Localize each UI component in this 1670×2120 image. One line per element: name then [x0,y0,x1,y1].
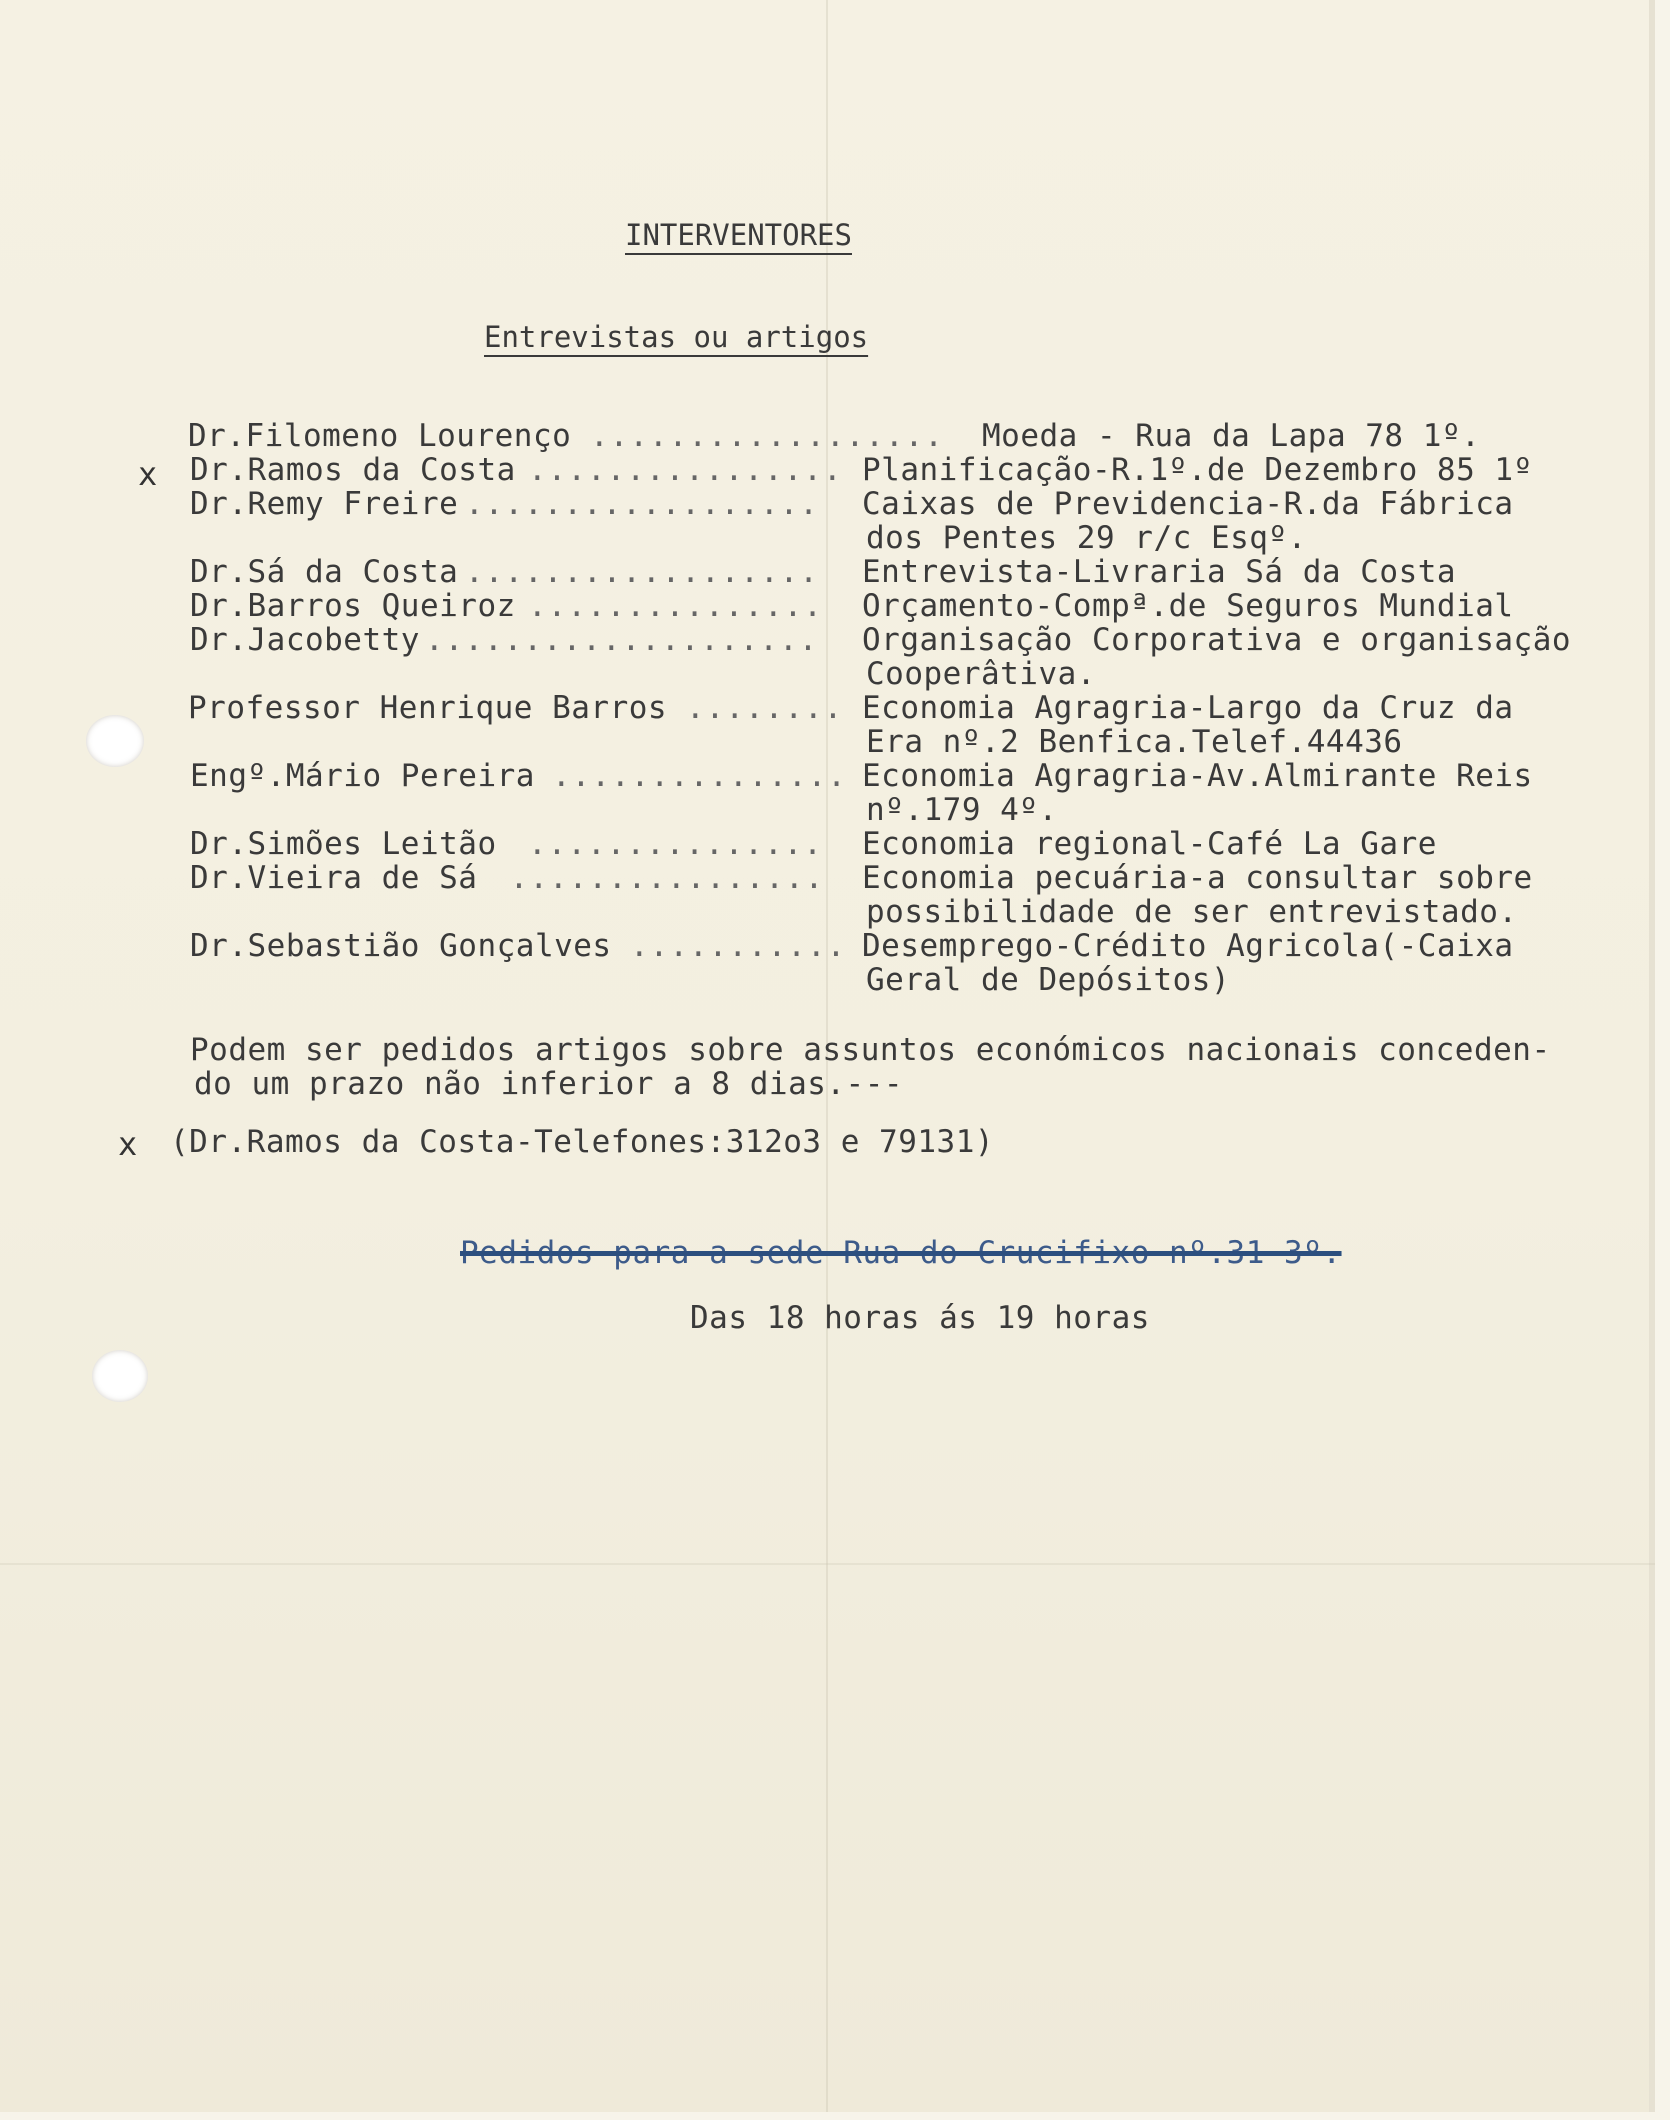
entry-description-cont: Era nº.2 Benfica.Telef.44436 [866,724,1403,760]
entry-leader-dots: ........ [686,690,844,726]
margin-mark-ramos: x [138,455,158,493]
entry-description-cont: Cooperâtiva. [866,656,1096,692]
note-line: Podem ser pedidos artigos sobre assuntos económicos nacionais conceden- [190,1032,1551,1068]
document-title: INTERVENTORES [625,218,852,252]
punch-hole-top [86,715,144,767]
entry-description: Desemprego-Crédito Agricola(-Caixa [862,928,1514,964]
entry-description-cont: dos Pentes 29 r/c Esqº. [866,520,1307,556]
entry-name: Dr.Remy Freire [190,486,459,522]
entry-description-cont: Geral de Depósitos) [866,962,1231,998]
entry-leader-dots: ................ [490,860,825,896]
entry-name: Dr.Ramos da Costa [190,452,516,488]
entry-leader-dots: ........... [630,928,847,964]
entry-name: Dr.Jacobetty [190,622,420,658]
entry-leader-dots: .................. [465,486,819,522]
entry-description: Planificação-R.1º.de Dezembro 85 1º [862,452,1533,488]
entry-leader-dots: .................. [465,554,819,590]
horizontal-fold-line [0,1563,1655,1565]
entry-description: Economia pecuária-a consultar sobre [862,860,1533,896]
struck-out-line: Pedidos para a sede Rua do Crucifixo nº.31 3º. [460,1235,1342,1271]
entry-leader-dots: .................. [590,418,944,454]
entry-description-cont: nº.179 4º. [866,792,1058,828]
entry-name: Dr.Simões Leitão [190,826,497,862]
document-subtitle: Entrevistas ou artigos [484,320,869,354]
note-line: do um prazo não inferior a 8 dias.--- [194,1066,904,1102]
punch-hole-bottom [92,1350,148,1402]
entry-leader-dots: ............... [528,588,823,624]
office-hours: Das 18 horas ás 19 horas [690,1300,1150,1336]
entry-name: Dr.Sá da Costa [190,554,459,590]
entry-name: Dr.Sebastião Gonçalves [190,928,612,964]
entry-description: Economia regional-Café La Gare [862,826,1437,862]
entry-description: Economia Agragria-Av.Almirante Reis [862,758,1533,794]
entry-description-cont: possibilidade de ser entrevistado. [866,894,1518,930]
entry-name: Dr.Filomeno Lourenço [188,418,572,454]
entry-name: Engº.Mário Pereira [190,758,535,794]
entry-description: Moeda - Rua da Lapa 78 1º. [982,418,1481,454]
entry-description: Caixas de Previdencia-R.da Fábrica [862,486,1514,522]
entry-leader-dots: .................... [425,622,819,658]
entry-name: Dr.Barros Queiroz [190,588,516,624]
entry-leader-dots: ............... [528,826,823,862]
entry-leader-dots: ............... [552,758,847,794]
entry-name: Dr.Vieira de Sá [190,860,478,896]
entry-description: Entrevista-Livraria Sá da Costa [862,554,1457,590]
phone-note: (Dr.Ramos da Costa-Telefones:312o3 e 79131) [170,1124,995,1160]
margin-mark-phone: x [118,1125,138,1163]
entry-description: Economia Agragria-Largo da Cruz da [862,690,1514,726]
entry-description: Organisação Corporativa e organisação [862,622,1572,658]
entry-leader-dots: ................ [528,452,843,488]
entry-name: Professor Henrique Barros [188,690,668,726]
entry-description: Orçamento-Compª.de Seguros Mundial [862,588,1514,624]
